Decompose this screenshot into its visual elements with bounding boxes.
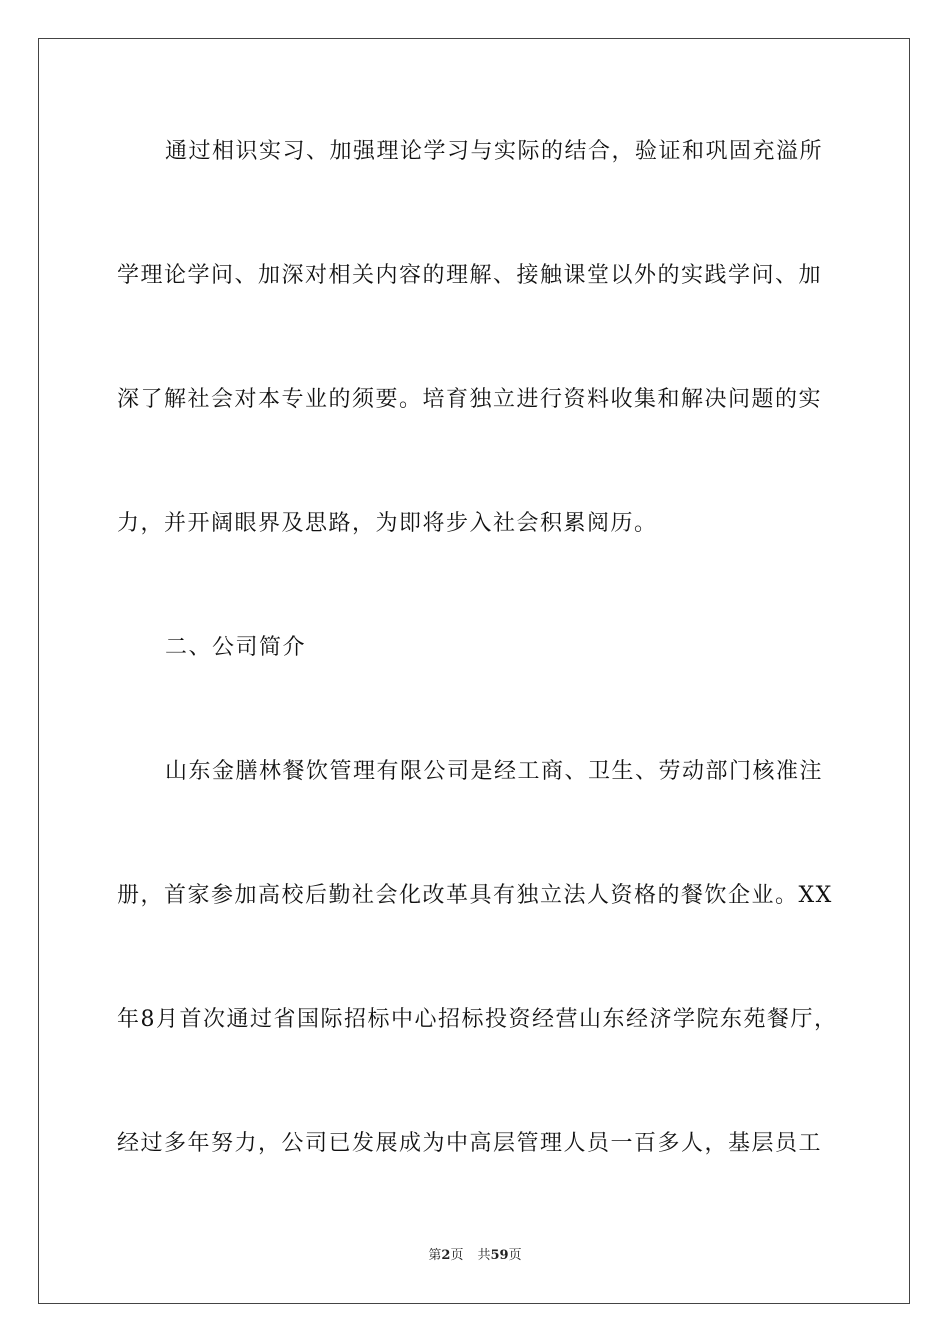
total-prefix: 共 bbox=[477, 1248, 491, 1263]
paragraph-1-line-3: 深了解社会对本专业的须要。培育独立进行资料收集和解决问题的实 bbox=[117, 387, 823, 412]
paragraph-1-line-1: 通过相识实习、加强理论学习与实际的结合，验证和巩固充溢所 bbox=[165, 139, 824, 164]
page-prefix: 第 bbox=[428, 1248, 442, 1263]
page-number: 2 bbox=[441, 1248, 451, 1263]
section-heading: 二、公司简介 bbox=[165, 635, 307, 660]
total-suffix: 页 bbox=[508, 1248, 522, 1263]
paragraph-1-line-2: 学理论学问、加深对相关内容的理解、接触课堂以外的实践学问、加 bbox=[117, 263, 823, 288]
paragraph-2-line-4: 经过多年努力，公司已发展成为中高层管理人员一百多人，基层员工 bbox=[117, 1131, 823, 1156]
page-suffix: 页 bbox=[450, 1248, 464, 1263]
paragraph-2-line-1: 山东金膳林餐饮管理有限公司是经工商、卫生、劳动部门核准注 bbox=[165, 759, 824, 784]
page-footer bbox=[0, 1247, 950, 1265]
total-pages: 59 bbox=[490, 1248, 509, 1263]
paragraph-1-line-4: 力，并开阔眼界及思路，为即将步入社会积累阅历。 bbox=[117, 511, 658, 536]
paragraph-2-line-3: 年8月首次通过省国际招标中心招标投资经营山东经济学院东苑餐厅， bbox=[117, 1007, 837, 1032]
paragraph-2-line-2: 册，首家参加高校后勤社会化改革具有独立法人资格的餐饮企业。XX bbox=[117, 883, 833, 908]
page-border bbox=[38, 38, 910, 1304]
